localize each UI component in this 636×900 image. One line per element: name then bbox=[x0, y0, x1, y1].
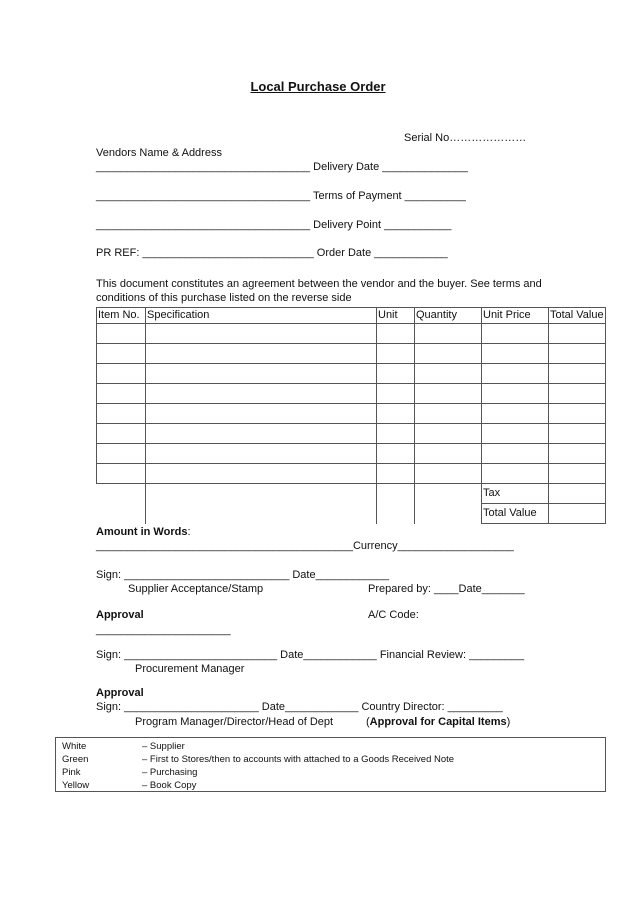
table-cell[interactable] bbox=[549, 404, 606, 424]
copy-desc: – Book Copy bbox=[142, 780, 197, 791]
capital-items-label: Approval for Capital Items bbox=[369, 716, 507, 728]
items-table bbox=[96, 307, 606, 524]
tax-row bbox=[97, 484, 606, 504]
table-row bbox=[97, 344, 606, 364]
table-cell[interactable] bbox=[415, 404, 482, 424]
program-manager-label: Program Manager/Director/Head of Dept bbox=[135, 716, 334, 728]
copy-distribution-box bbox=[55, 737, 606, 792]
copy-color: White bbox=[62, 741, 87, 752]
copy-row bbox=[62, 768, 197, 778]
table-row bbox=[97, 424, 606, 444]
copy-color: Yellow bbox=[62, 780, 90, 791]
table-cell[interactable] bbox=[482, 384, 549, 404]
total-row bbox=[97, 504, 606, 524]
capital-items-note bbox=[366, 717, 510, 728]
table-cell[interactable] bbox=[549, 384, 606, 404]
table-row bbox=[97, 444, 606, 464]
table-cell[interactable] bbox=[146, 464, 377, 484]
copy-desc: – Supplier bbox=[142, 741, 185, 752]
table-cell[interactable] bbox=[146, 324, 377, 344]
table-cell[interactable] bbox=[482, 404, 549, 424]
table-cell[interactable] bbox=[377, 444, 415, 464]
pr-ref-line[interactable]: PR REF: ____________________________ Order Date ____________ bbox=[96, 247, 448, 259]
header-total-value: Total Value bbox=[549, 308, 606, 324]
total-label: Total Value bbox=[482, 504, 549, 524]
table-row bbox=[97, 384, 606, 404]
delivery-date-line[interactable]: ___________________________________ Delivery Date ______________ bbox=[96, 161, 468, 173]
agreement-text-line-1: This document constitutes an agreement between the vendor and the buyer. See terms and bbox=[96, 278, 542, 290]
table-cell[interactable] bbox=[97, 404, 146, 424]
table-cell[interactable] bbox=[377, 464, 415, 484]
copy-row bbox=[62, 781, 196, 791]
table-row bbox=[97, 364, 606, 384]
amount-in-words-colon: : bbox=[187, 526, 191, 538]
total-value-cell[interactable] bbox=[549, 504, 606, 524]
table-cell[interactable] bbox=[549, 324, 606, 344]
table-cell[interactable] bbox=[415, 464, 482, 484]
header-quantity: Quantity bbox=[415, 308, 482, 324]
header-specification: Specification bbox=[146, 308, 377, 324]
approval-label-1: Approval bbox=[96, 609, 144, 621]
capital-open-paren: ( bbox=[366, 716, 370, 728]
table-cell[interactable] bbox=[415, 324, 482, 344]
table-cell[interactable] bbox=[482, 344, 549, 364]
table-cell[interactable] bbox=[549, 464, 606, 484]
table-cell[interactable] bbox=[482, 464, 549, 484]
amount-in-words-label: Amount in Words bbox=[96, 526, 188, 538]
table-cell[interactable] bbox=[482, 324, 549, 344]
table-cell[interactable] bbox=[377, 404, 415, 424]
director-sign-line[interactable]: Sign: ______________________ Date____________ Country Director: _________ bbox=[96, 701, 503, 713]
tax-value-cell[interactable] bbox=[549, 484, 606, 504]
table-row bbox=[97, 404, 606, 424]
table-cell[interactable] bbox=[97, 364, 146, 384]
supplier-sign-line[interactable]: Sign: ___________________________ Date____________ bbox=[96, 569, 390, 581]
table-cell[interactable] bbox=[377, 424, 415, 444]
header-unit-price: Unit Price bbox=[482, 308, 549, 324]
prepared-by-line[interactable]: Prepared by: ____Date_______ bbox=[368, 583, 525, 595]
table-cell[interactable] bbox=[146, 404, 377, 424]
header-unit: Unit bbox=[377, 308, 415, 324]
table-cell[interactable] bbox=[97, 464, 146, 484]
header-item-no: Item No. bbox=[97, 308, 146, 324]
copy-row bbox=[62, 755, 454, 765]
table-cell[interactable] bbox=[146, 444, 377, 464]
table-cell[interactable] bbox=[415, 344, 482, 364]
copy-desc: – First to Stores/then to accounts with attached to a Goods Received Note bbox=[142, 754, 455, 765]
terms-of-payment-line[interactable]: ___________________________________ Terms of Payment __________ bbox=[96, 190, 466, 202]
table-cell[interactable] bbox=[97, 344, 146, 364]
table-row bbox=[97, 324, 606, 344]
copy-color: Green bbox=[62, 754, 89, 765]
table-cell[interactable] bbox=[482, 444, 549, 464]
table-row bbox=[97, 464, 606, 484]
table-cell[interactable] bbox=[146, 364, 377, 384]
table-cell[interactable] bbox=[549, 424, 606, 444]
agreement-text-line-2: conditions of this purchase listed on the reverse side bbox=[96, 292, 352, 304]
table-cell[interactable] bbox=[97, 384, 146, 404]
capital-close-paren: ) bbox=[506, 716, 511, 728]
table-cell[interactable] bbox=[146, 384, 377, 404]
page-title: Local Purchase Order bbox=[250, 79, 386, 94]
table-cell[interactable] bbox=[415, 364, 482, 384]
procurement-manager-label: Procurement Manager bbox=[135, 663, 245, 675]
table-cell[interactable] bbox=[482, 364, 549, 384]
copy-desc: – Purchasing bbox=[142, 767, 198, 778]
delivery-point-line[interactable]: ___________________________________ Delivery Point ___________ bbox=[96, 219, 452, 231]
table-cell[interactable] bbox=[97, 424, 146, 444]
table-cell[interactable] bbox=[377, 364, 415, 384]
table-cell[interactable] bbox=[549, 444, 606, 464]
table-cell[interactable] bbox=[97, 444, 146, 464]
table-cell[interactable] bbox=[482, 424, 549, 444]
table-cell[interactable] bbox=[549, 344, 606, 364]
table-cell[interactable] bbox=[377, 324, 415, 344]
tax-label: Tax bbox=[482, 484, 549, 504]
serial-number[interactable]: Serial No………………… bbox=[404, 132, 527, 144]
amount-currency-line[interactable]: __________________________________________Currency___________________ bbox=[96, 540, 514, 552]
amount-in-words-heading bbox=[96, 527, 191, 538]
approval-label-2: Approval bbox=[96, 687, 144, 699]
table-cell[interactable] bbox=[377, 344, 415, 364]
table-cell[interactable] bbox=[415, 444, 482, 464]
supplier-acceptance-label: Supplier Acceptance/Stamp bbox=[128, 583, 264, 595]
copy-row bbox=[62, 742, 185, 752]
vendor-label: Vendors Name & Address bbox=[96, 147, 222, 159]
copy-color: Pink bbox=[62, 767, 81, 778]
table-cell[interactable] bbox=[146, 424, 377, 444]
approval-blank-line[interactable]: ______________________ bbox=[96, 624, 231, 636]
table-header-row bbox=[97, 308, 606, 324]
procurement-sign-line[interactable]: Sign: _________________________ Date____________ Financial Review: _________ bbox=[96, 649, 525, 661]
table-cell[interactable] bbox=[415, 424, 482, 444]
table-cell[interactable] bbox=[377, 384, 415, 404]
table-cell[interactable] bbox=[415, 384, 482, 404]
table-cell[interactable] bbox=[146, 344, 377, 364]
ac-code-label[interactable]: A/C Code: bbox=[368, 609, 419, 621]
table-cell[interactable] bbox=[549, 364, 606, 384]
table-cell[interactable] bbox=[97, 324, 146, 344]
